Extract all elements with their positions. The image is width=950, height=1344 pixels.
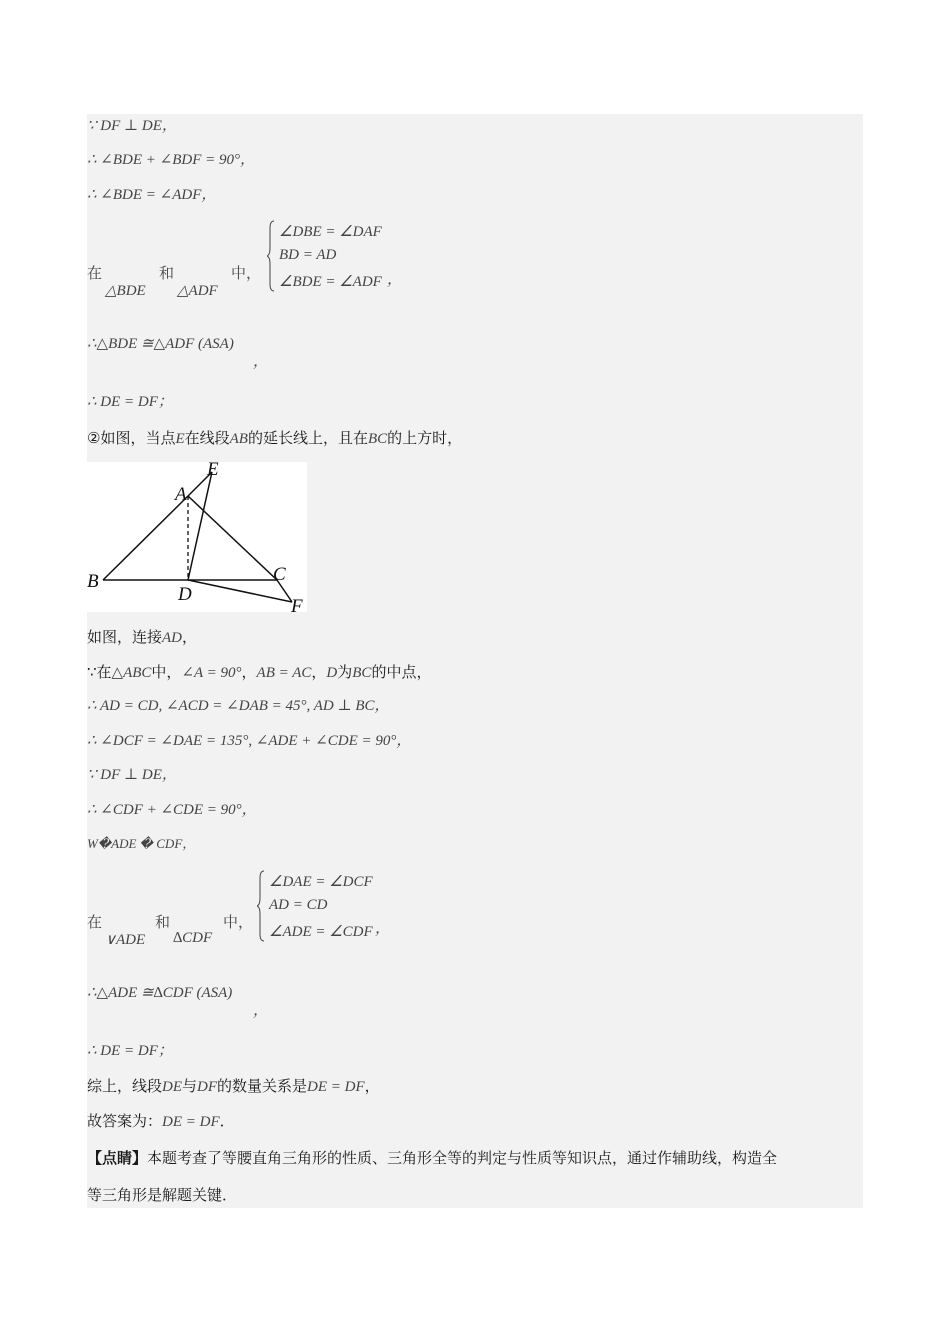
case2-point-e: E xyxy=(175,431,185,447)
line-given xyxy=(87,662,431,683)
label-d: D xyxy=(178,584,192,605)
system2-end-comma: ， xyxy=(375,921,391,937)
triangle-diagram xyxy=(87,462,307,612)
summary-mid2: 的数量关系是 xyxy=(217,1077,308,1095)
comment-line-1 xyxy=(87,1148,777,1168)
comment-line-2 xyxy=(87,1185,237,1205)
segment-de xyxy=(188,472,212,580)
system2-row-2: AD = CD xyxy=(269,897,328,913)
line-result-2: ∴ DE = DF； xyxy=(87,1043,173,1059)
middle-word-2: 中， xyxy=(223,915,254,931)
line-ad-cd: ∴ AD = CD, ∠ACD = ∠DAB = 45°, AD ⊥ BC， xyxy=(87,698,390,714)
line-result-1: ∴ DE = DF； xyxy=(87,394,173,410)
label-a: A xyxy=(175,484,187,505)
given-prefix: ∵在 xyxy=(87,663,112,681)
geometry-figure xyxy=(87,462,307,612)
system2-row-1: ∠DAE = ∠DCF xyxy=(269,874,373,890)
line-angle-equal: ∴ ∠BDE = ∠ADF， xyxy=(87,187,217,203)
label-e: E xyxy=(207,462,219,480)
case2-suffix: 的上方时， xyxy=(387,429,463,447)
line-df-perp-de-2: ∵ DF ⊥ DE， xyxy=(87,767,177,783)
middle-word: 中， xyxy=(231,266,262,282)
line-congruent-1: ∴△BDE ≅△ADF (ASA) xyxy=(87,336,234,352)
system-end-comma: ， xyxy=(387,272,403,288)
line-cdf-cde: ∴ ∠CDF + ∠CDE = 90°， xyxy=(87,802,257,818)
summary-mid1: 与 xyxy=(182,1077,198,1095)
left-brace-icon xyxy=(257,870,265,942)
line-congruent-2: ∴△ADE ≅∆CDF (ASA) xyxy=(87,985,233,1001)
given-point-d: D xyxy=(326,665,338,681)
summary-equation: DE = DF xyxy=(307,1079,365,1095)
line-summary xyxy=(87,1076,380,1097)
case2-line xyxy=(87,428,462,449)
label-f: F xyxy=(291,596,303,612)
system-row-1: ∠DBE = ∠DAF xyxy=(279,224,382,240)
comment-text-2: 等三角形是解题关键． xyxy=(87,1186,238,1204)
system-row-2: BD = AD xyxy=(279,247,337,263)
label-b: B xyxy=(87,571,99,592)
given-triangle-abc: △ABC xyxy=(111,665,152,681)
case2-mid1: 在线段 xyxy=(184,429,230,447)
summary-suffix: ， xyxy=(364,1077,380,1095)
comment-text-1: 本题考查了等腰直角三角形的性质、三角形全等的判定与性质等知识点，通过作辅助线，构造全 xyxy=(147,1149,778,1167)
and-word-2: 和 xyxy=(155,915,171,931)
given-mid1: 中， xyxy=(151,663,182,681)
case2-prefix: ②如图，当点 xyxy=(87,429,176,447)
summary-df: DF xyxy=(197,1079,218,1095)
line-connect-ad xyxy=(87,627,197,648)
system2-row-3: ∠ADE = ∠CDF xyxy=(269,924,373,940)
case2-segment-bc: BC xyxy=(367,431,388,447)
line-df-perp-de: ∵ DF ⊥ DE， xyxy=(87,118,177,134)
line-dcf-dae: ∴ ∠DCF = ∠DAE = 135°, ∠ADE + ∠CDE = 90°， xyxy=(87,733,412,749)
line-angle-sum: ∴ ∠BDE + ∠BDF = 90°， xyxy=(87,152,255,168)
label-c: C xyxy=(273,564,286,585)
summary-prefix: 综上，线段 xyxy=(87,1077,163,1095)
given-mid2: 为 xyxy=(337,663,353,681)
case2-segment-ab: AB xyxy=(229,431,248,447)
connect-ad: AD xyxy=(162,630,183,646)
segment-ac xyxy=(188,496,277,580)
answer-suffix: ． xyxy=(219,1112,235,1130)
congruent-comma-2: ， xyxy=(253,1003,269,1019)
triangle-bde: △BDE xyxy=(105,283,146,299)
given-sep1: ， xyxy=(241,663,257,681)
summary-de: DE xyxy=(162,1079,183,1095)
given-angle-a: ∠A = 90° xyxy=(181,665,242,681)
line-garbled: W�ADE � CDF， xyxy=(87,836,196,851)
solution-sheet xyxy=(87,114,863,1208)
in-word: 在 xyxy=(87,266,103,282)
triangle-adf: △ADF xyxy=(177,283,218,299)
congruent-comma-1: ， xyxy=(253,354,269,370)
triangle-ade: ∨ADE xyxy=(105,932,146,948)
system-row-3: ∠BDE = ∠ADF xyxy=(279,274,382,290)
connect-suffix: ， xyxy=(182,628,198,646)
in-word-2: 在 xyxy=(87,915,103,931)
comment-tag: 【点睛】 xyxy=(87,1149,148,1167)
answer-prefix: 故答案为： xyxy=(87,1112,163,1130)
given-suffix: 的中点， xyxy=(371,663,432,681)
given-bc: BC xyxy=(352,665,372,681)
and-word: 和 xyxy=(159,266,175,282)
line-answer xyxy=(87,1111,235,1132)
triangle-cdf: ∆CDF xyxy=(173,930,213,946)
given-ab-ac: AB = AC xyxy=(256,665,312,681)
connect-prefix: 如图，连接 xyxy=(87,628,163,646)
answer-equation: DE = DF xyxy=(162,1114,220,1130)
given-sep2: ， xyxy=(311,663,327,681)
left-brace-icon xyxy=(267,220,275,292)
segment-ba xyxy=(103,496,188,580)
case2-mid2: 的延长线上，且在 xyxy=(247,429,368,447)
